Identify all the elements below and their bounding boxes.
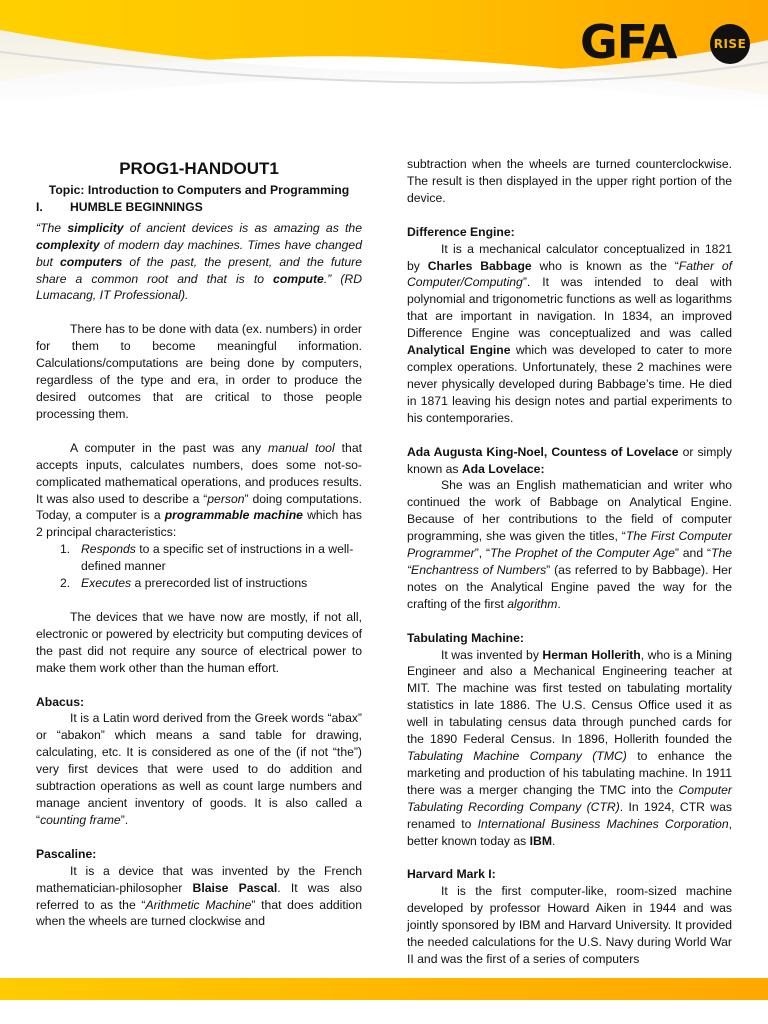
handout-topic: Topic: Introduction to Computers and Programming bbox=[48, 183, 350, 197]
paragraph-data: There has to be done with data (ex. numbers) in order for them to become meaningful information. Calculations/computations are being done by computers, regardless of the type and era, in order to produce the desired outcomes that are critical to those people processing them. bbox=[36, 322, 362, 421]
footer-bar bbox=[0, 978, 768, 1000]
paragraph-harvard-mark-i: It is the first computer-like, room-sized machine developed by professor Howard Aiken in 1944 and was jointly sponsored by IBM and Harvard University. It provided the needed calculations for the U.S. Navy during World War II and was the first of a series of computers bbox=[407, 884, 732, 966]
section-title: HUMBLE BEGINNINGS bbox=[70, 199, 203, 214]
heading-abacus: Abacus: bbox=[36, 694, 85, 709]
section-number: I. bbox=[36, 199, 43, 214]
paragraph-difference-engine: It is a mechanical calculator conceptualized in 1821 by Charles Babbage who is known as the “Father of Computer/Computing”. It was intended to deal with polynomial and trigonometric functions as well as logarithms that are important in navigation. In 1834, an improved Difference Engine was conceptualized and was called Analytical Engine which was developed to cater to more complex operations. Unfortunately, these 2 machines were never physically developed during Babbage’s time. He died in 1871 leaving his design notes and partial experiments to his contemporaries. bbox=[407, 241, 732, 425]
list-item: 1. Responds to a specific set of instructions in a well-defined manner bbox=[60, 542, 354, 574]
gfa-logo bbox=[578, 16, 758, 70]
header-banner bbox=[0, 0, 768, 140]
section-heading bbox=[36, 199, 362, 216]
paragraph-computer-past: A computer in the past was any manual tool that accepts inputs, calculates numbers, does some not-so-complicated mathematical operations, and produces results. It was also used to describe a “person” doing computations. Today, a computer is a programmable machine which has 2 principal characteristics: bbox=[36, 440, 362, 540]
left-column bbox=[36, 156, 362, 930]
handout-title: PROG1-HANDOUT1 bbox=[119, 159, 279, 178]
right-column bbox=[407, 156, 732, 968]
paragraph-pascaline-cont: subtraction when the wheels are turned counterclockwise. The result is then displayed in the upper right portion of the device. bbox=[407, 157, 732, 205]
heading-pascaline: Pascaline: bbox=[36, 846, 97, 861]
logo-main-text: GFA bbox=[580, 15, 677, 69]
heading-ada-lovelace: Ada Augusta King-Noel, Countess of Lovelace or simply known as Ada Lovelace: bbox=[407, 444, 732, 476]
heading-harvard-mark-i: Harvard Mark I: bbox=[407, 867, 496, 882]
logo-rise-badge: RISE bbox=[710, 24, 750, 64]
characteristics-list bbox=[36, 541, 362, 592]
paragraph-ada-lovelace: She was an English mathematician and writer who continued the work of Babbage on Analytical Engine. Because of her contributions to the field of computer programming, she was given the titles, “The First Computer Programmer”, “The Prophet of the Computer Age” and “The “Enchantress of Numbers” (as referred to by Babbage). Her notes on the Analytical Engine paved the way for the crafting of the first algorithm. bbox=[407, 478, 733, 611]
paragraph-abacus: It is a Latin word derived from the Greek words “abax” or “abakon” which means a sand table for drawing, calculating, etc. It is considered as one of the (if not “the”) very first devices that were used to do addition and subtraction operations as well as count large numbers and manage ancient inventory of goods. It is also called a “counting frame”. bbox=[36, 711, 362, 827]
heading-tabulating-machine: Tabulating Machine: bbox=[407, 630, 524, 645]
paragraph-pascaline: It is a device that was invented by the French mathematician-philosopher Blaise Pascal. It was also referred to as the “Arithmetic Machine” that does addition when the wheels are turned clockwise and bbox=[36, 863, 362, 929]
heading-difference-engine: Difference Engine: bbox=[407, 224, 515, 239]
opening-quote: “The simplicity of ancient devices is as amazing as the complexity of modern day machines. Times have changed but computers of the past, the present, and the future share a common root and that is to compute.” (RD Lumacang, IT Professional). bbox=[36, 220, 363, 303]
paragraph-devices: The devices that we have now are mostly, if not all, electronic or powered by electricity but computing devices of the past did not require any source of electrical power to make them work other than the human effort. bbox=[36, 609, 362, 675]
list-item: 2. Executes a prerecorded list of instructions bbox=[60, 576, 308, 591]
paragraph-tabulating-machine: It was invented by Herman Hollerith, who is a Mining Engineer and also a Mechanical Engineering teacher at MIT. The machine was first tested on tabulating mortality statistics in late 1886. The U.S. Census Office used it as well in tabulating census data through punched cards for the 1890 Federal Census. In 1896, Hollerith founded the Tabulating Machine Company (TMC) to enhance the marketing and production of his tabulating machine. In 1911 there was a merger changing the TMC into the Computer Tabulating Recording Company (CTR). In 1924, CTR was renamed to International Business Machines Corporation, better known today as IBM. bbox=[407, 647, 732, 848]
